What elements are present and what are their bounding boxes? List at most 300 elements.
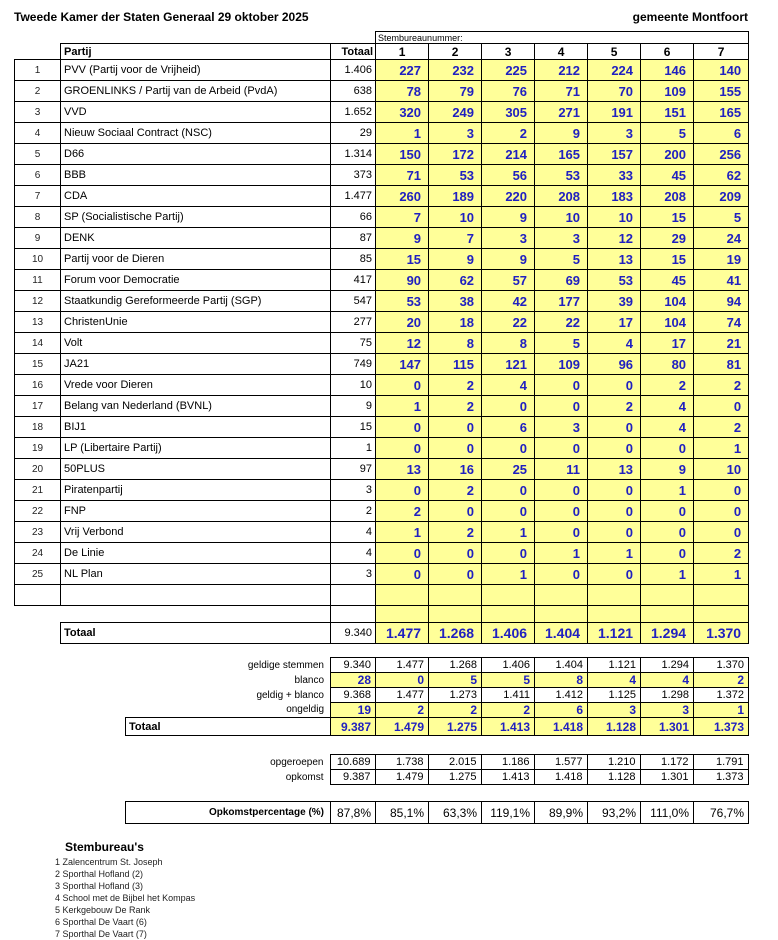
party-votes-station-3: 8	[482, 333, 535, 354]
party-votes-station-1: 0	[376, 438, 429, 459]
party-name: NL Plan	[61, 564, 331, 585]
party-votes-station-1: 13	[376, 459, 429, 480]
party-votes-station-7: 0	[694, 396, 749, 417]
column-header-row	[15, 44, 749, 60]
col-header-station-6: 6	[641, 44, 694, 60]
party-name: VVD	[61, 102, 331, 123]
party-number: 3	[15, 102, 61, 123]
party-votes-station-6: 151	[641, 102, 694, 123]
party-votes-station-3: 0	[482, 480, 535, 501]
summary-table	[125, 657, 749, 736]
summary-label: ongeldig	[286, 704, 324, 716]
party-votes-station-7: 74	[694, 312, 749, 333]
turnout-percentage-row: Opkomstpercentage (%) 87,8% 85,1% 63,3% 119,1% 89,9% 93,2% 111,0% 76,7%	[126, 802, 749, 824]
party-total: 75	[331, 333, 376, 354]
party-votes-station-4: 3	[535, 228, 588, 249]
party-votes-station-1: 1	[376, 522, 429, 543]
party-votes-station-5: 96	[588, 354, 641, 375]
party-total: 1	[331, 438, 376, 459]
party-votes-station-1: 71	[376, 165, 429, 186]
party-votes-station-1: 15	[376, 249, 429, 270]
party-votes-station-3: 2	[482, 123, 535, 144]
party-votes-station-2: 8	[429, 333, 482, 354]
party-votes-station-7: 2	[694, 375, 749, 396]
party-row	[15, 417, 749, 438]
party-total: 3	[331, 564, 376, 585]
party-votes-station-6: 15	[641, 249, 694, 270]
summary-total-row: Totaal 9.387 1.479 1.275 1.413 1.418 1.128 1.301 1.373	[126, 718, 749, 736]
party-number: 5	[15, 144, 61, 165]
party-votes-station-7: 155	[694, 81, 749, 102]
party-row	[15, 564, 749, 585]
party-votes-station-3: 0	[482, 543, 535, 564]
party-total: 1.406	[331, 60, 376, 81]
party-votes-station-6: 80	[641, 354, 694, 375]
party-votes-station-3: 225	[482, 60, 535, 81]
party-number: 4	[15, 123, 61, 144]
party-votes-station-5: 3	[588, 123, 641, 144]
party-votes-station-6: 5	[641, 123, 694, 144]
party-votes-station-7: 41	[694, 270, 749, 291]
party-votes-station-5: 10	[588, 207, 641, 228]
party-votes-station-7: 1	[694, 564, 749, 585]
party-number: 2	[15, 81, 61, 102]
party-votes-station-5: 39	[588, 291, 641, 312]
party-name: PVV (Partij voor de Vrijheid)	[61, 60, 331, 81]
station-list-item: 3 Sporthal Hofland (3)	[55, 881, 144, 891]
party-votes-station-4: 0	[535, 396, 588, 417]
party-votes-station-1: 227	[376, 60, 429, 81]
party-votes-station-5: 13	[588, 459, 641, 480]
party-votes-station-2: 232	[429, 60, 482, 81]
party-votes-station-6: 200	[641, 144, 694, 165]
party-votes-station-6: 0	[641, 543, 694, 564]
party-votes-station-5: 0	[588, 417, 641, 438]
party-votes-station-6: 45	[641, 270, 694, 291]
party-votes-station-6: 45	[641, 165, 694, 186]
party-votes-station-4: 71	[535, 81, 588, 102]
party-total: 9	[331, 396, 376, 417]
grand-total-row	[15, 623, 749, 644]
party-votes-station-6: 15	[641, 207, 694, 228]
party-votes-station-5: 0	[588, 375, 641, 396]
party-votes-station-3: 42	[482, 291, 535, 312]
party-votes-station-1: 147	[376, 354, 429, 375]
party-number: 17	[15, 396, 61, 417]
party-votes-station-2: 0	[429, 417, 482, 438]
party-name: Vrij Verbond	[61, 522, 331, 543]
party-votes-station-6: 0	[641, 522, 694, 543]
party-votes-station-1: 2	[376, 501, 429, 522]
party-votes-station-3: 22	[482, 312, 535, 333]
party-votes-station-1: 0	[376, 375, 429, 396]
party-row	[15, 144, 749, 165]
party-number: 21	[15, 480, 61, 501]
party-votes-station-7: 209	[694, 186, 749, 207]
party-votes-station-2: 18	[429, 312, 482, 333]
party-number: 25	[15, 564, 61, 585]
party-name: Partij voor de Dieren	[61, 249, 331, 270]
party-votes-station-3: 305	[482, 102, 535, 123]
party-votes-station-6: 1	[641, 564, 694, 585]
party-row	[15, 396, 749, 417]
party-votes-station-2: 0	[429, 501, 482, 522]
party-votes-station-2: 0	[429, 438, 482, 459]
party-total: 10	[331, 375, 376, 396]
party-votes-station-4: 5	[535, 249, 588, 270]
party-votes-station-7: 256	[694, 144, 749, 165]
party-row	[15, 375, 749, 396]
party-votes-station-5: 0	[588, 501, 641, 522]
party-votes-station-3: 3	[482, 228, 535, 249]
col-header-partij: Partij	[61, 44, 331, 60]
party-votes-station-5: 0	[588, 522, 641, 543]
party-votes-station-7: 21	[694, 333, 749, 354]
party-votes-station-1: 150	[376, 144, 429, 165]
party-row	[15, 81, 749, 102]
party-votes-station-3: 121	[482, 354, 535, 375]
station-list-item: 4 School met de Bijbel het Kompas	[55, 893, 196, 903]
party-name: Staatkundig Gereformeerde Partij (SGP)	[61, 291, 331, 312]
party-total: 2	[331, 501, 376, 522]
party-votes-station-4: 0	[535, 438, 588, 459]
party-row	[15, 480, 749, 501]
party-number: 24	[15, 543, 61, 564]
turnout-label: opkomst	[285, 771, 324, 783]
party-row	[15, 249, 749, 270]
party-votes-station-5: 183	[588, 186, 641, 207]
grand-total-station-4: 1.404	[535, 623, 588, 644]
party-votes-station-2: 53	[429, 165, 482, 186]
party-votes-station-2: 9	[429, 249, 482, 270]
party-number: 15	[15, 354, 61, 375]
party-votes-station-1: 260	[376, 186, 429, 207]
party-number: 16	[15, 375, 61, 396]
summary-label: blanco	[294, 674, 324, 686]
party-votes-station-2: 16	[429, 459, 482, 480]
col-header-station-5: 5	[588, 44, 641, 60]
party-votes-station-3: 0	[482, 501, 535, 522]
party-number: 8	[15, 207, 61, 228]
grand-total-station-1: 1.477	[376, 623, 429, 644]
grand-total-station-5: 1.121	[588, 623, 641, 644]
spacer-row	[15, 606, 749, 623]
party-votes-station-4: 69	[535, 270, 588, 291]
turnout-percentage-label: Opkomstpercentage (%)	[126, 802, 331, 824]
party-votes-station-4: 3	[535, 417, 588, 438]
party-votes-station-4: 208	[535, 186, 588, 207]
grand-total-label: Totaal	[61, 623, 331, 644]
party-votes-station-4: 0	[535, 375, 588, 396]
party-name: DENK	[61, 228, 331, 249]
party-votes-station-2: 2	[429, 480, 482, 501]
party-votes-station-7: 94	[694, 291, 749, 312]
party-row	[15, 543, 749, 564]
party-votes-station-7: 62	[694, 165, 749, 186]
party-votes-station-4: 53	[535, 165, 588, 186]
party-name: BIJ1	[61, 417, 331, 438]
party-votes-station-6: 4	[641, 417, 694, 438]
party-votes-station-4: 0	[535, 564, 588, 585]
party-votes-station-5: 2	[588, 396, 641, 417]
stations-section	[55, 840, 778, 940]
party-votes-station-7: 10	[694, 459, 749, 480]
party-total: 4	[331, 543, 376, 564]
party-row	[15, 438, 749, 459]
party-votes-station-5: 53	[588, 270, 641, 291]
party-votes-station-2: 62	[429, 270, 482, 291]
col-header-station-1: 1	[376, 44, 429, 60]
party-votes-station-7: 24	[694, 228, 749, 249]
party-votes-station-4: 177	[535, 291, 588, 312]
turnout-table	[125, 754, 749, 785]
party-total: 1.314	[331, 144, 376, 165]
grand-total-station-3: 1.406	[482, 623, 535, 644]
party-votes-station-6: 29	[641, 228, 694, 249]
stations-list	[55, 856, 778, 940]
party-votes-station-5: 157	[588, 144, 641, 165]
party-votes-station-7: 19	[694, 249, 749, 270]
party-votes-station-2: 172	[429, 144, 482, 165]
party-name: 50PLUS	[61, 459, 331, 480]
party-votes-station-7: 1	[694, 438, 749, 459]
party-number: 9	[15, 228, 61, 249]
party-votes-station-1: 12	[376, 333, 429, 354]
party-votes-station-6: 208	[641, 186, 694, 207]
party-votes-station-4: 0	[535, 522, 588, 543]
party-row	[15, 207, 749, 228]
party-votes-station-3: 1	[482, 564, 535, 585]
party-number: 14	[15, 333, 61, 354]
party-votes-station-1: 20	[376, 312, 429, 333]
party-votes-station-4: 11	[535, 459, 588, 480]
party-votes-station-2: 189	[429, 186, 482, 207]
party-number: 10	[15, 249, 61, 270]
col-header-station-7: 7	[694, 44, 749, 60]
grand-total-station-6: 1.294	[641, 623, 694, 644]
stembureau-label: Stembureaunummer:	[376, 32, 749, 44]
party-total: 277	[331, 312, 376, 333]
party-total: 1.652	[331, 102, 376, 123]
party-votes-station-6: 109	[641, 81, 694, 102]
party-votes-station-6: 1	[641, 480, 694, 501]
party-votes-station-5: 4	[588, 333, 641, 354]
party-votes-station-5: 0	[588, 438, 641, 459]
col-header-station-3: 3	[482, 44, 535, 60]
party-votes-station-6: 4	[641, 396, 694, 417]
party-name: GROENLINKS / Partij van de Arbeid (PvdA)	[61, 81, 331, 102]
party-votes-station-4: 10	[535, 207, 588, 228]
party-total: 4	[331, 522, 376, 543]
party-votes-station-3: 0	[482, 438, 535, 459]
party-votes-station-3: 76	[482, 81, 535, 102]
party-votes-station-7: 5	[694, 207, 749, 228]
col-header-station-2: 2	[429, 44, 482, 60]
party-votes-station-3: 1	[482, 522, 535, 543]
summary-row-blanco: blanco 28 0 5 5 8 4 4 2	[126, 673, 749, 688]
party-votes-station-7: 140	[694, 60, 749, 81]
party-votes-station-5: 12	[588, 228, 641, 249]
party-name: LP (Libertaire Partij)	[61, 438, 331, 459]
party-votes-station-5: 0	[588, 564, 641, 585]
party-votes-station-4: 212	[535, 60, 588, 81]
party-votes-station-5: 1	[588, 543, 641, 564]
party-votes-station-4: 271	[535, 102, 588, 123]
party-votes-station-5: 70	[588, 81, 641, 102]
party-number: 23	[15, 522, 61, 543]
party-name: FNP	[61, 501, 331, 522]
party-votes-station-7: 165	[694, 102, 749, 123]
grand-total-value: 9.340	[331, 623, 376, 644]
party-votes-station-3: 0	[482, 396, 535, 417]
party-votes-station-1: 320	[376, 102, 429, 123]
party-number: 11	[15, 270, 61, 291]
party-row	[15, 123, 749, 144]
turnout-label: opgeroepen	[270, 756, 324, 768]
party-row	[15, 291, 749, 312]
party-name: Piratenpartij	[61, 480, 331, 501]
party-votes-station-6: 9	[641, 459, 694, 480]
party-votes-station-3: 57	[482, 270, 535, 291]
party-votes-station-4: 0	[535, 480, 588, 501]
party-votes-station-5: 0	[588, 480, 641, 501]
party-number: 1	[15, 60, 61, 81]
party-name: Vrede voor Dieren	[61, 375, 331, 396]
party-number: 7	[15, 186, 61, 207]
party-votes-station-1: 53	[376, 291, 429, 312]
party-name: Volt	[61, 333, 331, 354]
party-votes-station-3: 6	[482, 417, 535, 438]
party-votes-station-3: 9	[482, 207, 535, 228]
party-row	[15, 312, 749, 333]
party-votes-station-1: 9	[376, 228, 429, 249]
summary-total-label: Totaal	[126, 718, 331, 736]
party-number: 19	[15, 438, 61, 459]
station-list-item: 6 Sporthal De Vaart (6)	[55, 917, 147, 927]
party-votes-station-2: 0	[429, 543, 482, 564]
party-votes-station-3: 4	[482, 375, 535, 396]
title-bar	[0, 0, 778, 24]
party-votes-station-6: 146	[641, 60, 694, 81]
party-votes-station-7: 6	[694, 123, 749, 144]
grand-total-station-7: 1.370	[694, 623, 749, 644]
party-total: 29	[331, 123, 376, 144]
party-votes-station-1: 0	[376, 480, 429, 501]
party-votes-station-4: 22	[535, 312, 588, 333]
party-votes-station-2: 0	[429, 564, 482, 585]
results-table	[14, 31, 749, 644]
party-total: 15	[331, 417, 376, 438]
party-votes-station-3: 56	[482, 165, 535, 186]
party-votes-station-6: 104	[641, 291, 694, 312]
party-name: D66	[61, 144, 331, 165]
party-number: 20	[15, 459, 61, 480]
party-row	[15, 186, 749, 207]
party-votes-station-6: 2	[641, 375, 694, 396]
party-total: 373	[331, 165, 376, 186]
party-row	[15, 459, 749, 480]
turnout-row-opkomst: opkomst 9.387 1.479 1.275 1.413 1.418 1.128 1.301 1.373	[125, 770, 748, 785]
party-votes-station-7: 0	[694, 501, 749, 522]
party-votes-station-6: 0	[641, 438, 694, 459]
party-votes-station-4: 109	[535, 354, 588, 375]
party-name: De Linie	[61, 543, 331, 564]
station-list-item: 7 Sporthal De Vaart (7)	[55, 929, 147, 939]
party-number: 18	[15, 417, 61, 438]
party-name: Belang van Nederland (BVNL)	[61, 396, 331, 417]
party-votes-station-5: 13	[588, 249, 641, 270]
party-name: Forum voor Democratie	[61, 270, 331, 291]
party-votes-station-2: 38	[429, 291, 482, 312]
party-total: 3	[331, 480, 376, 501]
station-list-item: 5 Kerkgebouw De Rank	[55, 905, 151, 915]
station-list-item: 2 Sporthal Hofland (2)	[55, 869, 144, 879]
party-votes-station-4: 1	[535, 543, 588, 564]
party-row	[15, 102, 749, 123]
party-votes-station-2: 249	[429, 102, 482, 123]
summary-row-ongeldig: ongeldig 19 2 2 2 6 3 3 1	[126, 703, 749, 718]
party-votes-station-6: 104	[641, 312, 694, 333]
party-row	[15, 165, 749, 186]
stembureau-header-row	[15, 32, 749, 44]
party-votes-station-1: 90	[376, 270, 429, 291]
party-number: 12	[15, 291, 61, 312]
party-votes-station-2: 2	[429, 375, 482, 396]
party-total: 97	[331, 459, 376, 480]
party-votes-station-4: 9	[535, 123, 588, 144]
party-name: JA21	[61, 354, 331, 375]
party-votes-station-4: 165	[535, 144, 588, 165]
party-votes-station-2: 7	[429, 228, 482, 249]
party-name: Nieuw Sociaal Contract (NSC)	[61, 123, 331, 144]
summary-label: geldig + blanco	[256, 689, 324, 701]
summary-label: geldige stemmen	[247, 659, 324, 671]
party-votes-station-1: 0	[376, 417, 429, 438]
party-votes-station-1: 78	[376, 81, 429, 102]
municipality-title: gemeente Montfoort	[632, 10, 748, 24]
party-total: 1.477	[331, 186, 376, 207]
party-votes-station-2: 3	[429, 123, 482, 144]
party-votes-station-2: 115	[429, 354, 482, 375]
party-votes-station-6: 17	[641, 333, 694, 354]
party-votes-station-2: 79	[429, 81, 482, 102]
party-row	[15, 60, 749, 81]
col-header-station-4: 4	[535, 44, 588, 60]
party-total: 547	[331, 291, 376, 312]
party-rows	[15, 60, 749, 585]
party-votes-station-3: 214	[482, 144, 535, 165]
station-list-item: 1 Zalencentrum St. Joseph	[55, 857, 163, 867]
party-total: 87	[331, 228, 376, 249]
party-votes-station-1: 7	[376, 207, 429, 228]
party-total: 638	[331, 81, 376, 102]
party-votes-station-3: 9	[482, 249, 535, 270]
empty-row	[15, 585, 749, 606]
party-number: 22	[15, 501, 61, 522]
page-title: Tweede Kamer der Staten Generaal 29 oktober 2025	[14, 10, 309, 24]
grand-total-station-2: 1.268	[429, 623, 482, 644]
party-name: SP (Socialistische Partij)	[61, 207, 331, 228]
party-votes-station-3: 220	[482, 186, 535, 207]
party-votes-station-7: 2	[694, 543, 749, 564]
col-header-totaal: Totaal	[331, 44, 376, 60]
party-name: ChristenUnie	[61, 312, 331, 333]
party-number: 13	[15, 312, 61, 333]
party-votes-station-6: 0	[641, 501, 694, 522]
party-votes-station-2: 10	[429, 207, 482, 228]
party-votes-station-7: 0	[694, 522, 749, 543]
party-votes-station-5: 224	[588, 60, 641, 81]
